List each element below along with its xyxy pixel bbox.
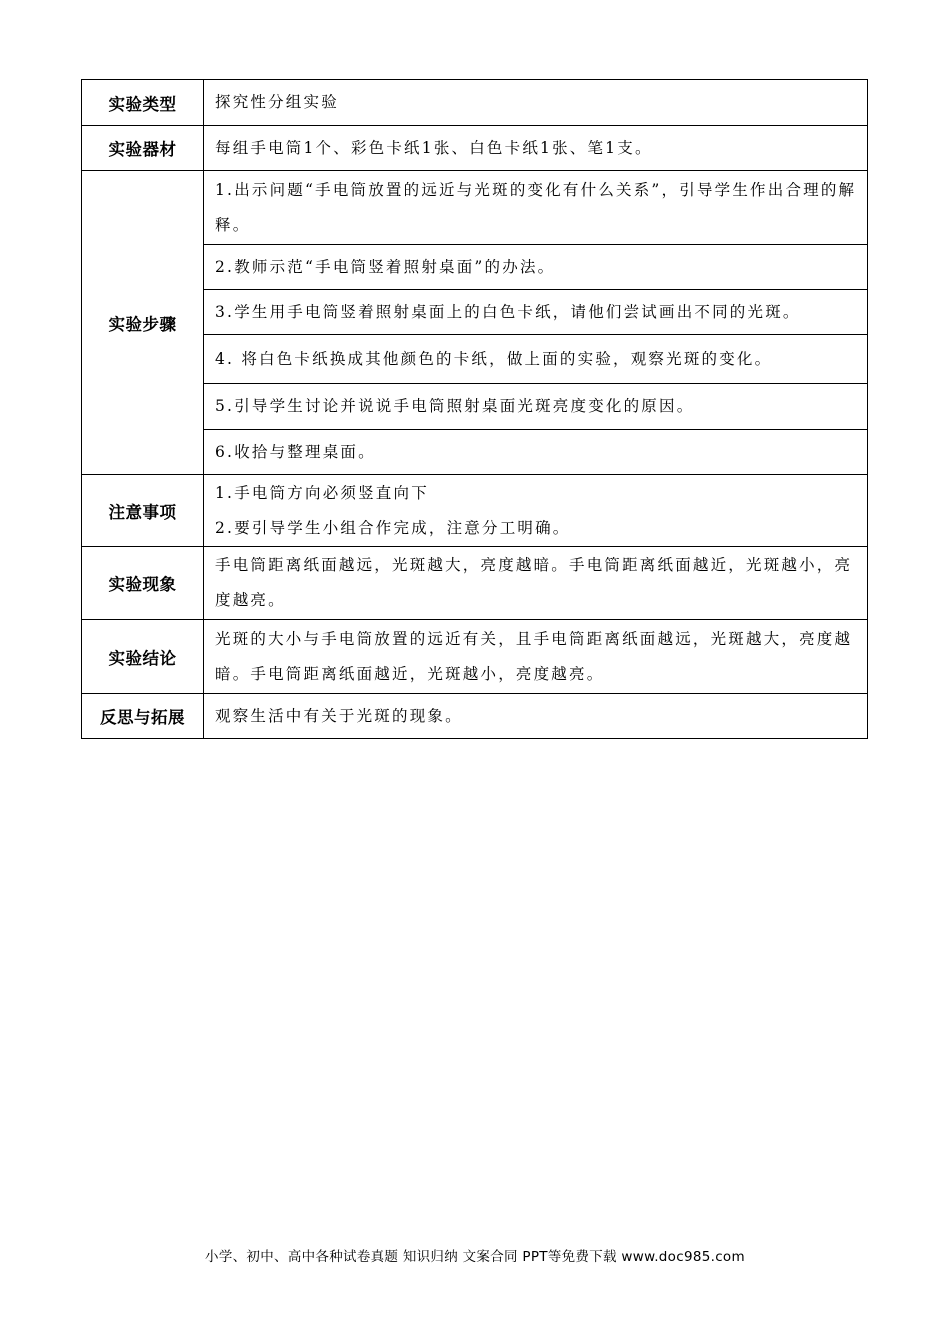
row-type bbox=[82, 80, 868, 126]
value-notes bbox=[204, 475, 868, 547]
value-type: 探究性分组实验 bbox=[204, 80, 868, 126]
row-reflection bbox=[82, 694, 868, 739]
experiment-table bbox=[81, 79, 868, 739]
row-notes bbox=[82, 475, 868, 547]
step-4: 4. 将白色卡纸换成其他颜色的卡纸，做上面的实验，观察光斑的变化。 bbox=[204, 335, 868, 384]
value-reflection: 观察生活中有关于光斑的现象。 bbox=[204, 694, 868, 739]
step-6: 6.收拾与整理桌面。 bbox=[204, 430, 868, 475]
note-1: 1.手电筒方向必须竖直向下 bbox=[215, 483, 429, 502]
row-materials bbox=[82, 126, 868, 171]
row-conclusion bbox=[82, 620, 868, 694]
value-phenomenon: 手电筒距离纸面越远，光斑越大，亮度越暗。手电筒距离纸面越近，光斑越小，亮度越亮。 bbox=[204, 547, 868, 620]
label-materials: 实验器材 bbox=[82, 126, 204, 171]
label-type: 实验类型 bbox=[82, 80, 204, 126]
step-5: 5.引导学生讨论并说说手电筒照射桌面光斑亮度变化的原因。 bbox=[204, 384, 868, 430]
row-step-1 bbox=[82, 171, 868, 245]
label-conclusion: 实验结论 bbox=[82, 620, 204, 694]
note-2: 2.要引导学生小组合作完成，注意分工明确。 bbox=[215, 518, 571, 537]
step-1: 1.出示问题“手电筒放置的远近与光斑的变化有什么关系”，引导学生作出合理的解释。 bbox=[204, 171, 868, 245]
label-phenomenon: 实验现象 bbox=[82, 547, 204, 620]
value-conclusion: 光斑的大小与手电筒放置的远近有关，且手电筒距离纸面越远，光斑越大，亮度越暗。手电筒距离纸面越近，光斑越小，亮度越亮。 bbox=[204, 620, 868, 694]
label-steps: 实验步骤 bbox=[82, 171, 204, 475]
page-footer: 小学、初中、高中各种试卷真题 知识归纳 文案合同 PPT等免费下载 www.doc985.com bbox=[205, 1249, 745, 1265]
label-notes: 注意事项 bbox=[82, 475, 204, 547]
label-reflection: 反思与拓展 bbox=[82, 694, 204, 739]
step-3: 3.学生用手电筒竖着照射桌面上的白色卡纸，请他们尝试画出不同的光斑。 bbox=[204, 290, 868, 335]
step-2: 2.教师示范“手电筒竖着照射桌面”的办法。 bbox=[204, 245, 868, 290]
value-materials: 每组手电筒1个、彩色卡纸1张、白色卡纸1张、笔1支。 bbox=[204, 126, 868, 171]
row-phenomenon bbox=[82, 547, 868, 620]
